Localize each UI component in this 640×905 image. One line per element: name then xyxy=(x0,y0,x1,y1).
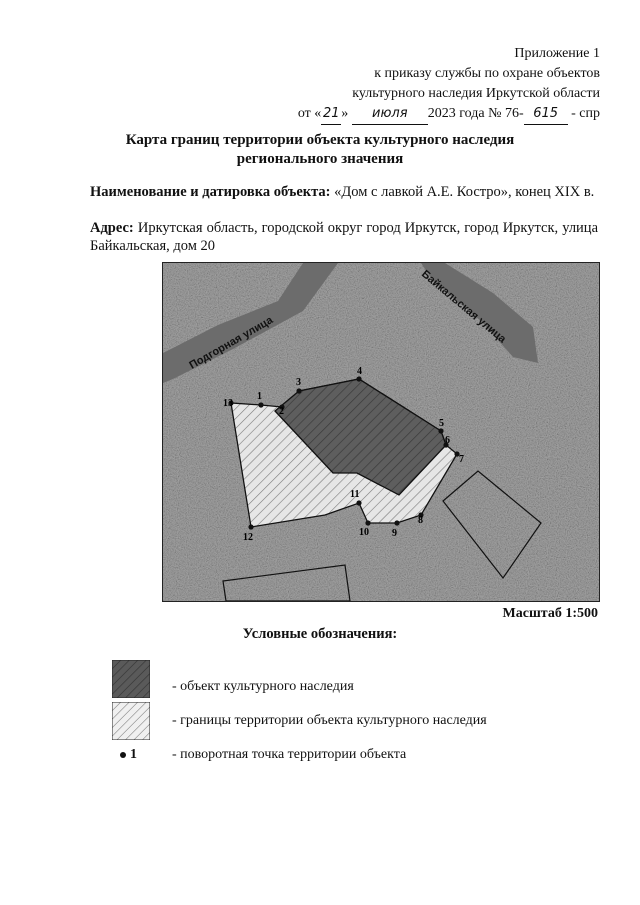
svg-text:13: 13 xyxy=(223,398,233,409)
annex-line-3: культурного наследия Иркутской области xyxy=(352,86,600,101)
object-name-label: Наименование и датировка объекта: xyxy=(90,184,331,200)
turning-point-4 xyxy=(356,366,362,382)
point-dot-icon xyxy=(120,752,126,758)
page-title-line-2: регионального значения xyxy=(236,151,404,167)
annex-date-line xyxy=(298,104,600,125)
object-address-value: Иркутская область, городской округ город Иркутск, город Иркутск, улица Байкальская, дом 20 xyxy=(90,220,599,254)
object-name-value: «Дом с лавкой А.Е. Костро», конец XIX в. xyxy=(334,184,595,200)
turning-point-2 xyxy=(279,404,285,417)
svg-text:2: 2 xyxy=(279,406,284,417)
svg-text:6: 6 xyxy=(445,435,450,446)
legend-territory-swatch xyxy=(112,702,150,740)
legend-heritage-swatch xyxy=(112,660,150,698)
svg-text:3: 3 xyxy=(296,377,301,388)
page-title-line-1: Карта границ территории объекта культурного наследия xyxy=(125,132,515,148)
svg-text:1: 1 xyxy=(257,391,262,402)
svg-text:4: 4 xyxy=(357,366,362,377)
turning-point-8 xyxy=(418,512,424,526)
object-address-label: Адрес: xyxy=(90,220,134,236)
legend-heritage-text: - объект культурного наследия xyxy=(172,679,354,694)
legend-title: Условные обозначения: xyxy=(242,626,398,642)
svg-text:7: 7 xyxy=(459,454,464,465)
svg-text:10: 10 xyxy=(359,527,369,538)
turning-point-3 xyxy=(296,377,302,394)
svg-text:8: 8 xyxy=(418,515,423,526)
turning-point-13 xyxy=(223,398,234,409)
street-label-left: Подгорная улица xyxy=(187,314,276,372)
svg-text:5: 5 xyxy=(439,418,444,429)
svg-text:11: 11 xyxy=(350,489,360,500)
date-quote: » xyxy=(341,106,349,121)
date-prefix: от « xyxy=(297,106,322,121)
turning-point-6 xyxy=(443,435,450,448)
legend-point-text: - поворотная точка территории объекта xyxy=(172,747,407,762)
legend-point-sample xyxy=(120,747,137,763)
legend-point-number: 1 xyxy=(130,747,137,762)
order-number: 615 xyxy=(524,104,568,125)
order-suffix: - спр xyxy=(571,106,600,121)
date-year: 2023 года № 76- xyxy=(427,106,524,121)
object-address xyxy=(90,219,598,255)
turning-point-5 xyxy=(438,418,444,434)
svg-text:9: 9 xyxy=(392,528,397,539)
annex-line-2: к приказу службы по охране объектов xyxy=(374,66,600,81)
legend-territory-text: - границы территории объекта культурного наследия xyxy=(172,713,487,728)
street-label-right: Байкальская улица xyxy=(419,268,509,346)
date-day: 21 xyxy=(321,104,341,125)
svg-text:12: 12 xyxy=(243,532,253,543)
date-month: июля xyxy=(352,104,428,125)
map-scale: Масштаб 1:500 xyxy=(502,606,598,621)
annex-line-1: Приложение 1 xyxy=(514,46,600,61)
object-name xyxy=(90,183,598,201)
boundary-map xyxy=(162,262,600,602)
